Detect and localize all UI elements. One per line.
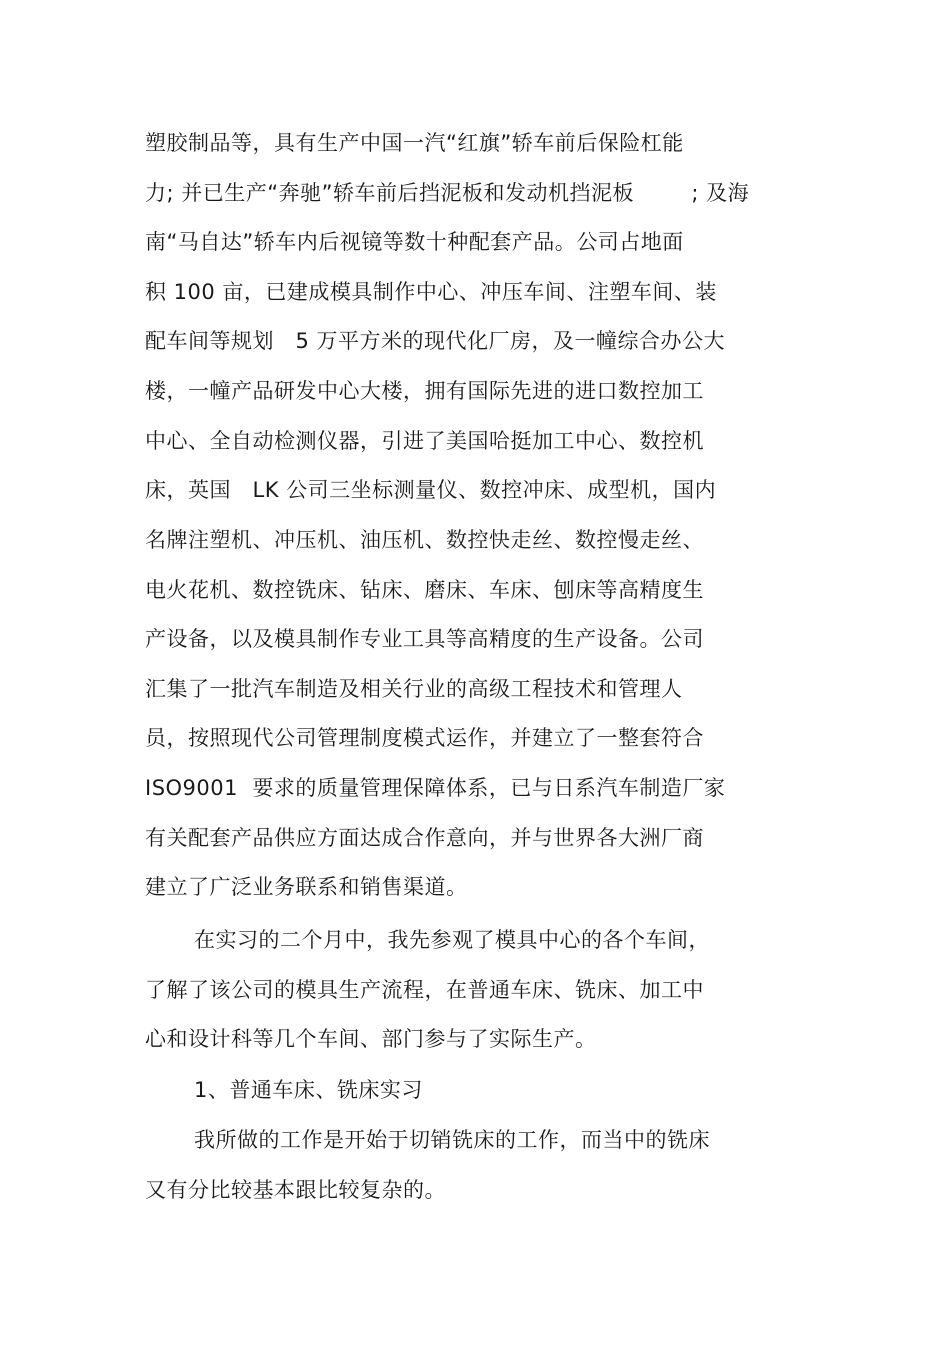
text-line: 名牌注塑机、冲压机、油压机、数控快走丝、数控慢走丝、 bbox=[145, 528, 704, 552]
text-line: 建立了广泛业务联系和销售渠道。 bbox=[145, 875, 468, 899]
text-line: 南“马自达”轿车内后视镜等数十种配套产品。公司占地面 bbox=[145, 230, 684, 254]
text-line: 床，英国 LK 公司三坐标测量仪、数控冲床、成型机，国内 bbox=[145, 478, 717, 502]
text-line: 有关配套产品供应方面达成合作意向，并与世界各大洲厂商 bbox=[145, 826, 704, 850]
text-line: 了解了该公司的模具生产流程，在普通车床、铣床、加工中 bbox=[145, 978, 704, 1002]
text-line: 塑胶制品等，具有生产中国一汽“红旗”轿车前后保险杠能 bbox=[145, 131, 684, 155]
text-line: 配车间等规划 5 万平方米的现代化厂房，及一幢综合办公大 bbox=[145, 329, 726, 353]
text-line: 在实习的二个月中，我先参观了模具中心的各个车间， bbox=[194, 928, 710, 952]
text-line: 汇集了一批汽车制造及相关行业的高级工程技术和管理人 bbox=[145, 677, 683, 701]
text-line: 楼，一幢产品研发中心大楼，拥有国际先进的进口数控加工 bbox=[145, 379, 704, 403]
text-line: 产设备，以及模具制作专业工具等高精度的生产设备。公司 bbox=[145, 627, 704, 651]
text-line: 心和设计科等几个车间、部门参与了实际生产。 bbox=[145, 1027, 597, 1051]
text-line: ISO9001 要求的质量管理保障体系，已与日系汽车制造厂家 bbox=[145, 776, 726, 800]
text-line: 中心、全自动检测仪器，引进了美国哈挺加工中心、数控机 bbox=[145, 429, 704, 453]
text-line: 又有分比较基本跟比较复杂的。 bbox=[145, 1178, 446, 1202]
text-line: 积 100 亩，已建成模具制作中心、冲压车间、注塑车间、装 bbox=[145, 280, 717, 304]
text-line: 我所做的工作是开始于切销铣床的工作，而当中的铣床 bbox=[194, 1128, 710, 1152]
text-line: 电火花机、数控铣床、钻床、磨床、车床、刨床等高精度生 bbox=[145, 578, 704, 602]
section-heading: 1、普通车床、铣床实习 bbox=[194, 1078, 423, 1102]
text-line: 员，按照现代公司管理制度模式运作，并建立了一整套符合 bbox=[145, 726, 704, 750]
text-line: 力; 并已生产“奔驰”轿车前后挡泥板和发动机挡泥板 ; 及海 bbox=[145, 181, 750, 205]
